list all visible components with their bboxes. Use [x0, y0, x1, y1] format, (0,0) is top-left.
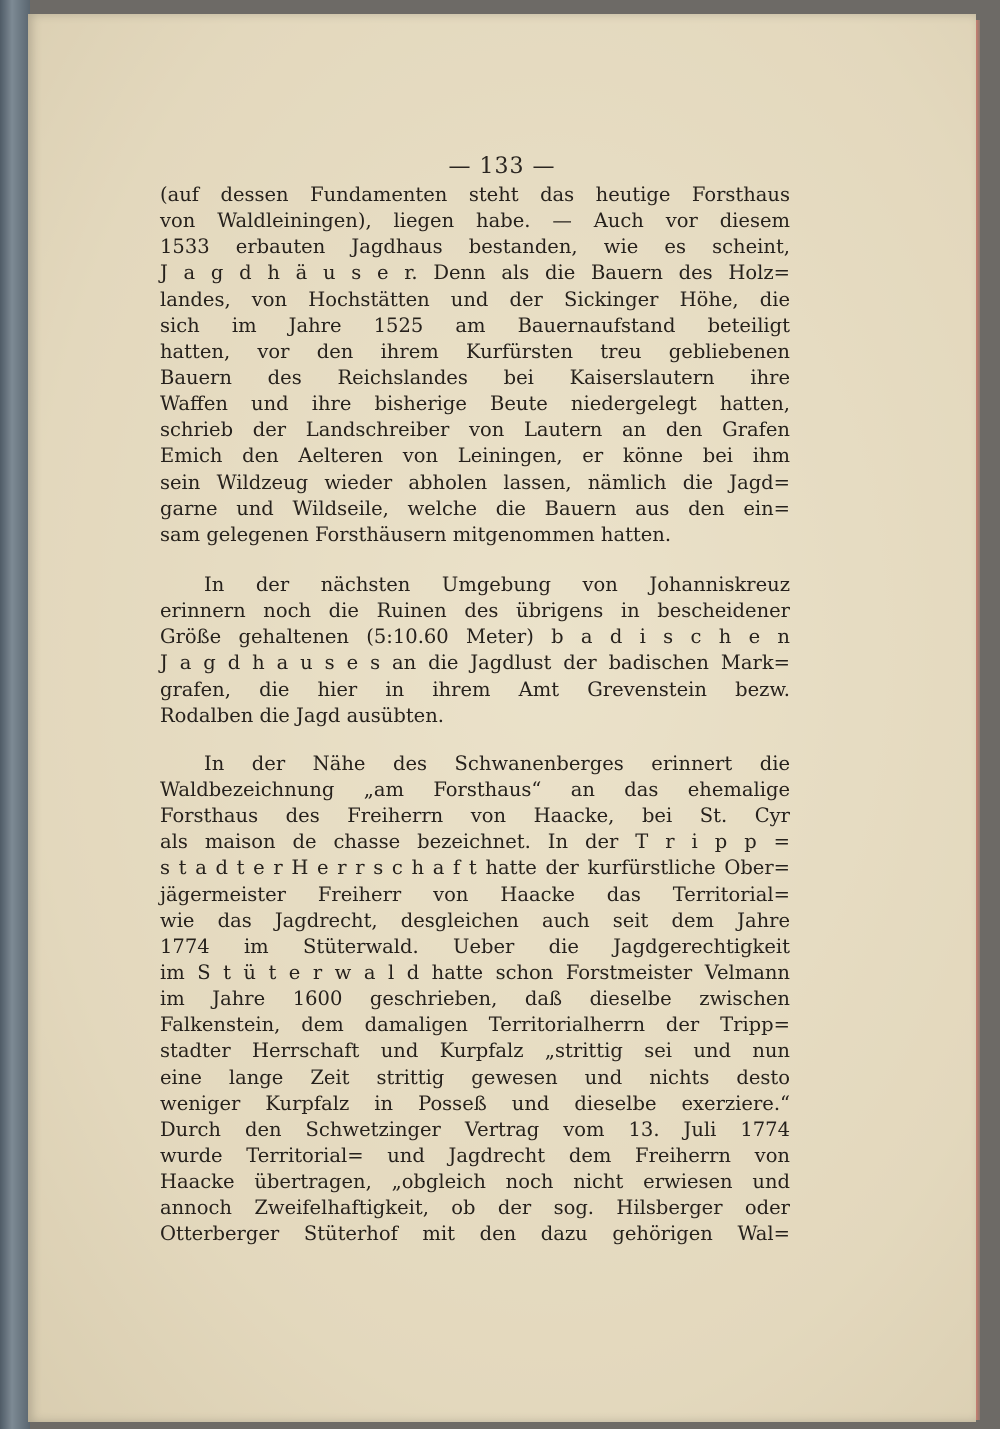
text-line: eine lange Zeit strittig gewesen und nichts desto — [160, 1065, 790, 1089]
text-line: sein Wildzeug wieder abholen lassen, nämlich die Jagd= — [160, 470, 790, 494]
paragraph-3 — [160, 751, 790, 1248]
text-line: schrieb der Landschreiber von Lautern an den Grafen — [160, 418, 790, 442]
text-line: wurde Territorial= und Jagdrecht dem Freiherrn von — [160, 1143, 790, 1167]
text-line: im S t ü t e r w a l d hatte schon Forstmeister Velmann — [160, 960, 790, 984]
paragraph-1 — [160, 182, 790, 548]
text-line: von Waldleiningen), liegen habe. — Auch vor diesem — [160, 209, 790, 233]
text-line: Waffen und ihre bisherige Beute niedergelegt hatten, — [160, 392, 790, 416]
text-line: Haacke übertragen, „obgleich noch nicht erwiesen und — [160, 1170, 790, 1194]
text-line: weniger Kurpfalz in Posseß und dieselbe exerziere.“ — [160, 1091, 790, 1115]
text-line: s t a d t e r H e r r s c h a f t hatte der kurfürstliche Ober= — [160, 856, 790, 880]
text-line: annoch Zweifelhaftigkeit, ob der sog. Hilsberger oder — [160, 1196, 790, 1220]
text-line: Rodalben die Jagd ausübten. — [160, 703, 444, 727]
paragraph-2 — [160, 572, 790, 729]
text-line: Emich den Aelteren von Leiningen, er könne bei ihm — [160, 444, 790, 468]
text-line: wie das Jagdrecht, desgleichen auch seit dem Jahre — [160, 908, 790, 932]
text-line: stadter Herrschaft und Kurpfalz „strittig sei und nun — [160, 1039, 790, 1063]
text-line: garne und Wildseile, welche die Bauern aus den ein= — [160, 496, 790, 520]
text-line: Falkenstein, dem damaligen Territorialherrn der Tripp= — [160, 1013, 790, 1037]
text-line: In der nächsten Umgebung von Johanniskreuz — [204, 572, 790, 596]
text-line: hatten, vor den ihrem Kurfürsten treu gebliebenen — [160, 339, 790, 363]
text-line: grafen, die hier in ihrem Amt Grevenstein bezw. — [160, 677, 790, 701]
text-line: als maison de chasse bezeichnet. In der T r i p p = — [160, 830, 790, 854]
text-line: erinnern noch die Ruinen des übrigens in bescheidener — [160, 599, 790, 623]
text-line: 1774 im Stüterwald. Ueber die Jagdgerechtigkeit — [160, 934, 790, 958]
text-line: 1533 erbauten Jagdhaus bestanden, wie es scheint, — [160, 235, 790, 259]
page-number: — 133 — — [448, 154, 556, 179]
text-line: sich im Jahre 1525 am Bauernaufstand beteiligt — [160, 313, 790, 337]
text-line: J a g d h ä u s e r. Denn als die Bauern des Holz= — [160, 261, 790, 285]
text-line: jägermeister Freiherr von Haacke das Territorial= — [160, 882, 790, 906]
text-line: landes, von Hochstätten und der Sickinger Höhe, die — [160, 287, 790, 311]
text-line: Durch den Schwetzinger Vertrag vom 13. Juli 1774 — [160, 1117, 790, 1141]
text-line: Größe gehaltenen (5:10.60 Meter) b a d i s c h e n — [160, 625, 790, 649]
text-line: J a g d h a u s e s an die Jagdlust der badischen Mark= — [160, 651, 790, 675]
text-line: im Jahre 1600 geschrieben, daß dieselbe zwischen — [160, 987, 790, 1011]
page-body — [160, 182, 790, 1247]
text-line: Otterberger Stüterhof mit den dazu gehörigen Wal= — [160, 1222, 790, 1246]
text-line: Forsthaus des Freiherrn von Haacke, bei St. Cyr — [160, 804, 790, 828]
text-line: Waldbezeichnung „am Forsthaus“ an das ehemalige — [160, 777, 790, 801]
text-line: Bauern des Reichslandes bei Kaiserslautern ihre — [160, 365, 790, 389]
text-line: sam gelegenen Forsthäusern mitgenommen hatten. — [160, 522, 672, 546]
text-line: (auf dessen Fundamenten steht das heutige Forsthaus — [160, 183, 790, 206]
text-line: In der Nähe des Schwanenberges erinnert die — [204, 751, 790, 775]
book-spine — [0, 0, 30, 1429]
